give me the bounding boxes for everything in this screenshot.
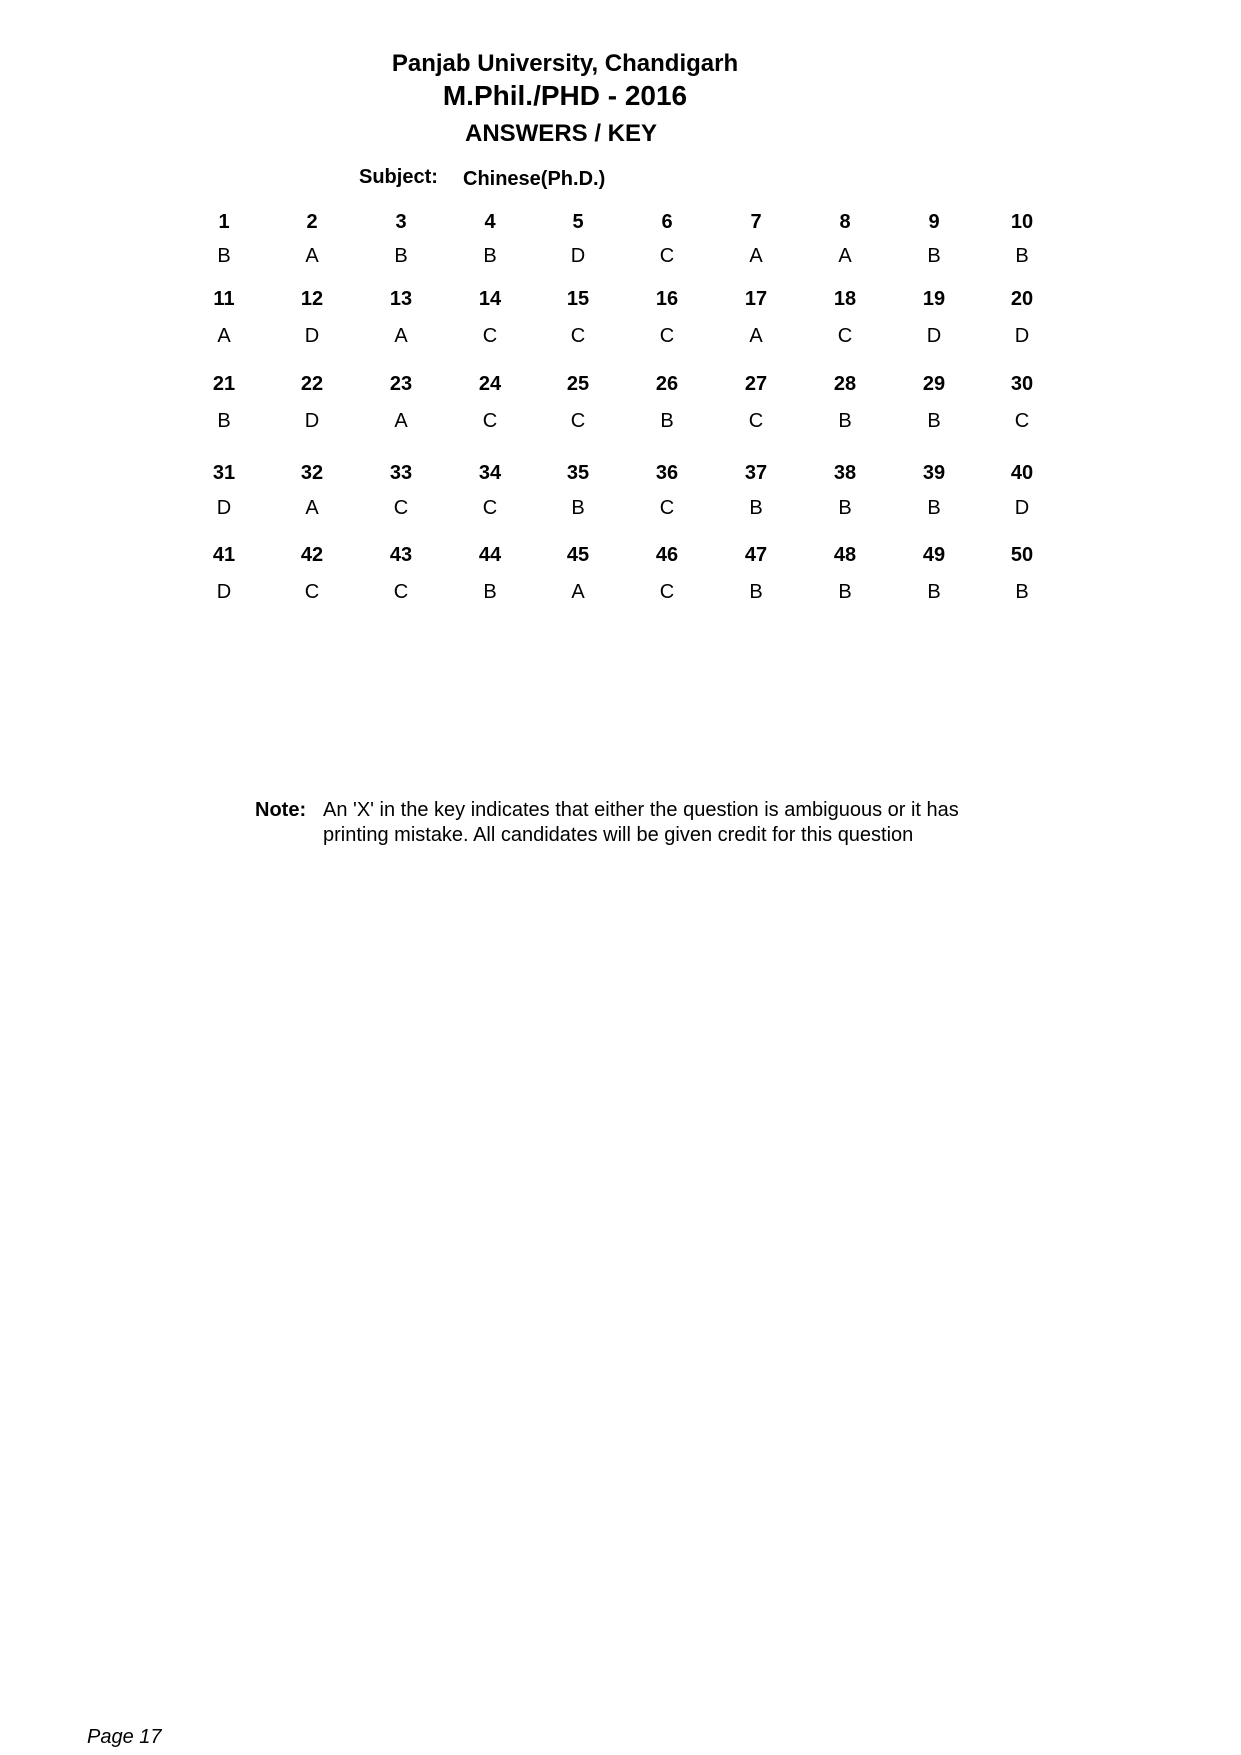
answer-letter: B <box>1015 581 1029 603</box>
question-number: 41 <box>212 544 236 566</box>
question-number: 5 <box>572 211 584 233</box>
question-number: 1 <box>218 211 230 233</box>
answer-letter: C <box>837 325 853 347</box>
question-number: 13 <box>389 288 413 310</box>
question-number: 48 <box>833 544 857 566</box>
answer-letter: A <box>305 497 319 519</box>
subject-label: Subject: <box>359 166 438 188</box>
answer-letter: C <box>482 497 498 519</box>
question-number: 35 <box>566 462 590 484</box>
question-number: 21 <box>212 373 236 395</box>
question-number: 32 <box>300 462 324 484</box>
answer-letter: C <box>748 410 764 432</box>
answer-letter: B <box>838 581 852 603</box>
page-number: Page 17 <box>87 1726 162 1748</box>
answer-letter: D <box>1014 497 1030 519</box>
answers-key-heading: ANSWERS / KEY <box>464 120 658 147</box>
question-number: 18 <box>833 288 857 310</box>
answer-letter: C <box>659 245 675 267</box>
answer-letter: B <box>483 245 497 267</box>
question-number: 2 <box>306 211 318 233</box>
subject-value: Chinese(Ph.D.) <box>463 168 606 190</box>
question-number: 50 <box>1010 544 1034 566</box>
answer-letter: C <box>304 581 320 603</box>
question-number: 43 <box>389 544 413 566</box>
question-number: 42 <box>300 544 324 566</box>
question-number: 4 <box>484 211 496 233</box>
question-number: 17 <box>744 288 768 310</box>
answer-letter: B <box>838 497 852 519</box>
answer-letter: D <box>304 325 320 347</box>
answer-letter: A <box>394 410 408 432</box>
answer-letter: B <box>217 245 231 267</box>
question-number: 39 <box>922 462 946 484</box>
answer-letter: B <box>217 410 231 432</box>
question-number: 27 <box>744 373 768 395</box>
question-number: 11 <box>213 288 235 310</box>
question-number: 34 <box>478 462 502 484</box>
question-number: 49 <box>922 544 946 566</box>
question-number: 7 <box>750 211 762 233</box>
answer-letter: A <box>571 581 585 603</box>
answer-letter: C <box>482 410 498 432</box>
question-number: 45 <box>566 544 590 566</box>
answer-letter: C <box>570 325 586 347</box>
question-number: 38 <box>833 462 857 484</box>
question-number: 24 <box>478 373 502 395</box>
question-number: 6 <box>661 211 673 233</box>
question-number: 44 <box>478 544 502 566</box>
question-number: 36 <box>655 462 679 484</box>
question-number: 22 <box>300 373 324 395</box>
answer-letter: C <box>659 581 675 603</box>
answer-letter: C <box>1014 410 1030 432</box>
question-number: 40 <box>1010 462 1034 484</box>
answer-letter: A <box>749 325 763 347</box>
answer-letter: B <box>483 581 497 603</box>
answer-letter: C <box>393 581 409 603</box>
question-number: 12 <box>300 288 324 310</box>
question-number: 29 <box>922 373 946 395</box>
question-number: 37 <box>744 462 768 484</box>
answer-letter: B <box>927 497 941 519</box>
note-text-line-1: An 'X' in the key indicates that either the question is ambiguous or it has <box>323 799 959 821</box>
answer-letter: D <box>216 497 232 519</box>
answer-letter: C <box>482 325 498 347</box>
answer-letter: B <box>927 581 941 603</box>
question-number: 3 <box>395 211 407 233</box>
question-number: 15 <box>566 288 590 310</box>
answer-letter: C <box>659 325 675 347</box>
answer-letter: B <box>927 245 941 267</box>
question-number: 23 <box>389 373 413 395</box>
answer-letter: C <box>659 497 675 519</box>
answer-letter: D <box>926 325 942 347</box>
question-number: 26 <box>655 373 679 395</box>
answer-letter: D <box>570 245 586 267</box>
university-name: Panjab University, Chandigarh <box>391 50 739 77</box>
answer-letter: B <box>927 410 941 432</box>
note-text-line-2: printing mistake. All candidates will be given credit for this question <box>323 824 914 846</box>
question-number: 16 <box>655 288 679 310</box>
question-number: 28 <box>833 373 857 395</box>
answer-letter: A <box>305 245 319 267</box>
answer-letter: B <box>394 245 408 267</box>
question-number: 9 <box>928 211 940 233</box>
answer-letter: A <box>217 325 231 347</box>
question-number: 19 <box>922 288 946 310</box>
answer-letter: A <box>838 245 852 267</box>
answer-letter: B <box>749 497 763 519</box>
question-number: 33 <box>389 462 413 484</box>
answer-letter: A <box>749 245 763 267</box>
question-number: 14 <box>478 288 502 310</box>
question-number: 10 <box>1010 211 1034 233</box>
question-number: 8 <box>839 211 851 233</box>
answer-letter: B <box>838 410 852 432</box>
answer-letter: D <box>216 581 232 603</box>
question-number: 25 <box>566 373 590 395</box>
note-label: Note: <box>255 799 307 821</box>
answer-letter: C <box>393 497 409 519</box>
question-number: 30 <box>1010 373 1034 395</box>
answer-letter: D <box>1014 325 1030 347</box>
question-number: 47 <box>744 544 768 566</box>
answer-letter: C <box>570 410 586 432</box>
question-number: 20 <box>1010 288 1034 310</box>
exam-title: M.Phil./PHD - 2016 <box>442 80 688 111</box>
answer-letter: D <box>304 410 320 432</box>
question-number: 31 <box>212 462 236 484</box>
answer-letter: B <box>571 497 585 519</box>
question-number: 46 <box>655 544 679 566</box>
answer-letter: A <box>394 325 408 347</box>
answer-letter: B <box>1015 245 1029 267</box>
answer-letter: B <box>749 581 763 603</box>
answer-letter: B <box>660 410 674 432</box>
